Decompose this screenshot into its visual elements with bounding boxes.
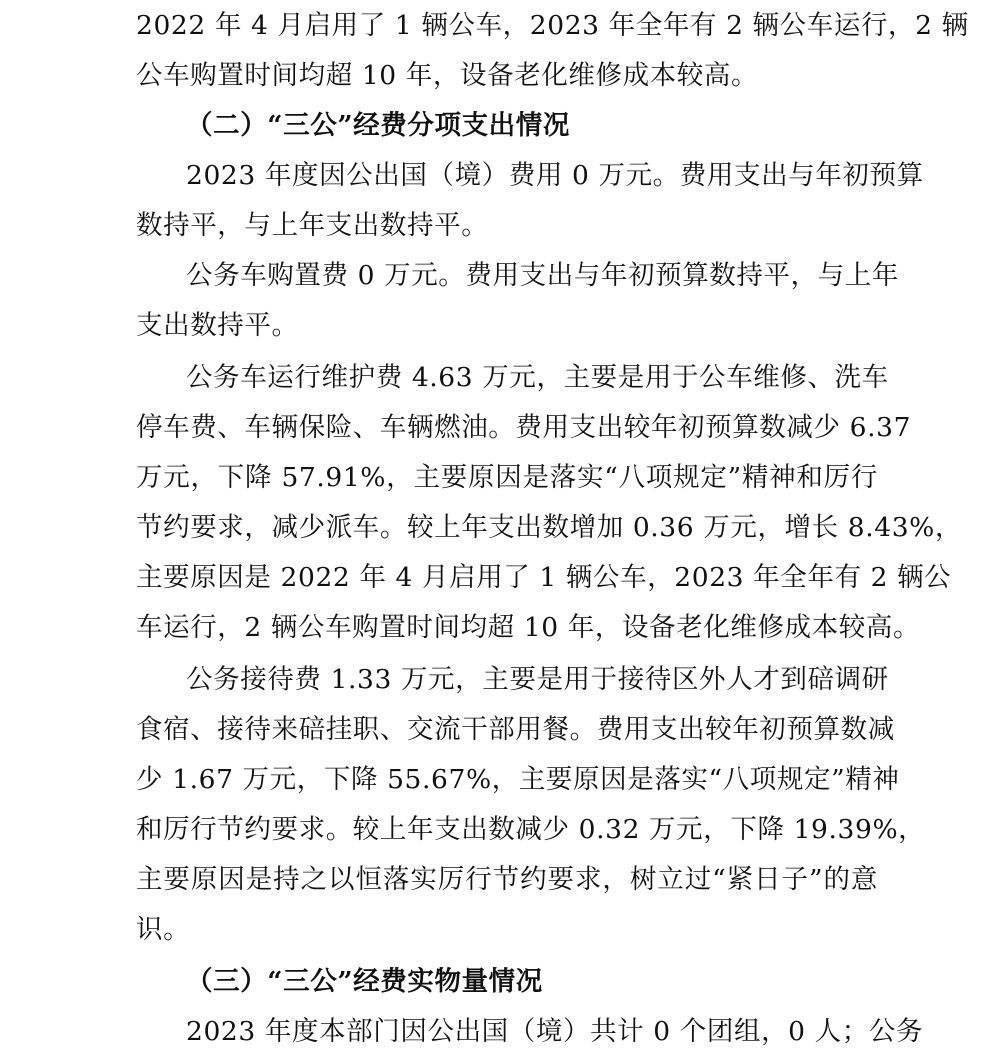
paragraph-line: 公务车运行维护费 4.63 万元，主要是用于公车维修、洗车 [186,362,889,393]
paragraph-line: 公车购置时间均超 10 年，设备老化维修成本较高。 [136,60,759,91]
paragraph-line: 和厉行节约要求。较上年支出数减少 0.32 万元，下降 19.39%， [136,814,926,845]
paragraph-line: 少 1.67 万元，下降 55.67%，主要原因是落实“八项规定”精神 [136,764,900,795]
paragraph-line: 2023 年度因公出国（境）费用 0 万元。费用支出与年初预算 [186,160,924,191]
paragraph-line: 数持平，与上年支出数持平。 [136,210,489,241]
paragraph-line: 食宿、接待来碚挂职、交流干部用餐。费用支出较年初预算数减 [136,714,895,745]
paragraph-line: 公务车购置费 0 万元。费用支出与年初预算数持平，与上年 [186,260,900,291]
paragraph-line: 支出数持平。 [136,310,299,341]
paragraph-line: 万元，下降 57.91%，主要原因是落实“八项规定”精神和厉行 [136,462,878,493]
paragraph-line: 识。 [136,914,191,945]
paragraph-line: 公务接待费 1.33 万元，主要是用于接待区外人才到碚调研 [186,664,889,695]
paragraph-line: 停车费、车辆保险、车辆燃油。费用支出较年初预算数减少 6.37 [136,412,912,443]
paragraph-line: 2022 年 4 月启用了 1 辆公车，2023 年全年有 2 辆公车运行，2 辆 [136,10,969,41]
paragraph-line: 主要原因是 2022 年 4 月启用了 1 辆公车，2023 年全年有 2 辆公 [136,562,952,593]
paragraph-line: 2023 年度本部门因公出国（境）共计 0 个团组，0 人；公务 [186,1016,924,1047]
paragraph-line: 主要原因是持之以恒落实厉行节约要求，树立过“紧日子”的意 [136,864,878,895]
section-heading: （三）“三公”经费实物量情况 [186,966,543,997]
paragraph-line: 节约要求，减少派车。较上年支出数增加 0.36 万元，增长 8.43%， [136,512,963,543]
section-heading: （二）“三公”经费分项支出情况 [186,110,570,141]
paragraph-line: 车运行，2 辆公车购置时间均超 10 年，设备老化维修成本较高。 [136,612,921,643]
